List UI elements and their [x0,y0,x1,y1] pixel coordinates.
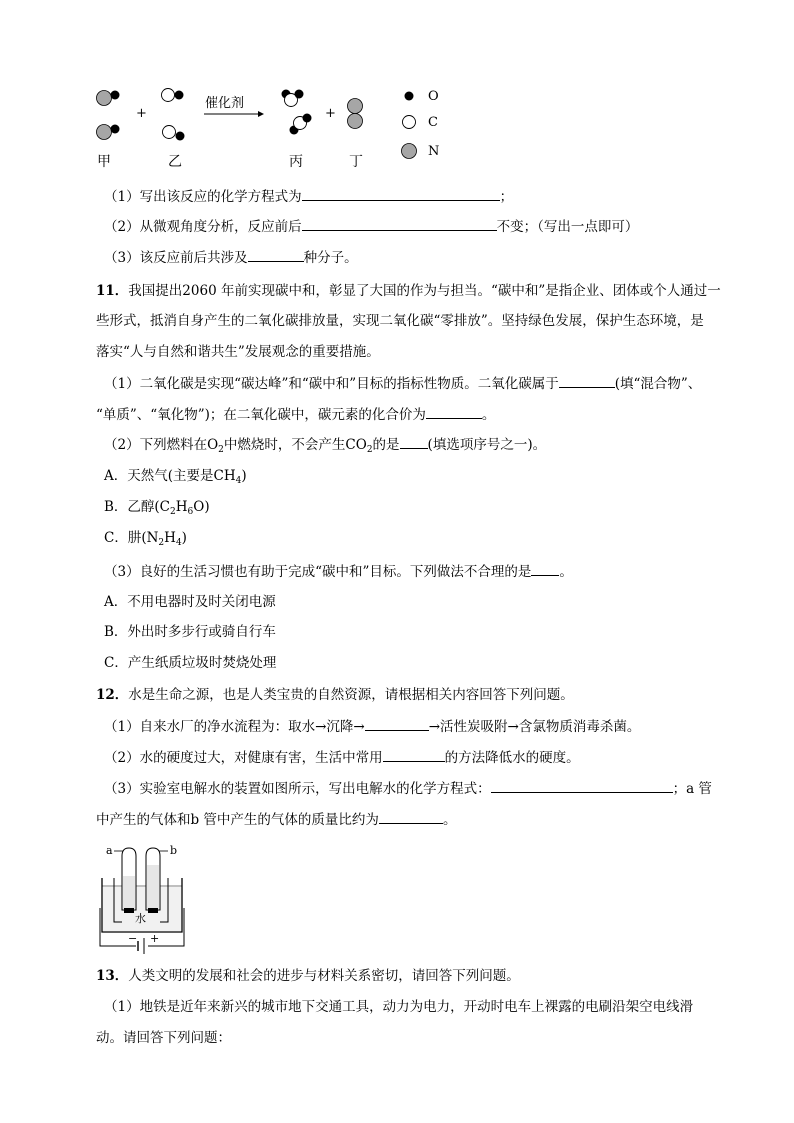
q12-sub1-text-a: （1）自来水厂的净水流程为：取水→沉降→ [104,719,365,735]
q11-stem-line2 [96,311,704,331]
q13-sub1-line2 [96,1028,231,1048]
q10-sub2-tail: 不变；（写出一点即可） [496,219,639,235]
q11-option-b-sub2: 6 [187,507,194,517]
legend-o-label: O [428,89,439,104]
q11-stem-line1 [96,281,721,301]
reactant-jia-molecules [97,91,120,140]
q11-sub3 [104,561,573,582]
q13-sub1-text-a: （1）地铁是近年来新兴的城市地下交通工具，动力为电力，开动时电车上裸露的电刷沿架空电线滑 [104,999,694,1015]
q11-option-a[interactable] [104,466,247,486]
battery-plus: + [150,932,160,945]
q12-stem-text: 水是生命之源，也是人类宝贵的自然资源，请根据相关内容回答下列问题。 [128,687,574,703]
q11-option-a-text: A．天然气(主要是CH [104,468,236,484]
q11-option-b[interactable] [104,497,210,517]
q10-sub1-text: （1）写出该反应的化学方程式为 [104,189,302,205]
q11-stem2: 些形式，抵消自身产生的二氧化碳排放量，实现二氧化碳“零排放”。坚持绿色发展，保护生态环境，是 [96,313,704,329]
q11-option-c-sub1: 2 [158,538,165,548]
q12-sub2-text-a: （2）水的硬度过大，对健康有害，生活中常用 [104,750,383,766]
q11-sub2-text-c: 的是 [372,437,400,453]
q11-sub3-option-a[interactable] [104,592,276,612]
q11-sub2-text-a: （2）下列燃料在O [104,437,219,453]
q11-stem1: 我国提出2060 年前实现碳中和，彰显了大国的作为与担当。“碳中和”是指企业、团体或个人通过一 [128,283,721,299]
q11-option-b-text: B．乙醇(C [104,499,171,515]
q12-sub2-text-b: 的方法降低水的硬度。 [444,750,580,766]
q11-option-c-close: ) [181,530,187,546]
reactant-yi-molecules [162,89,185,141]
plus-sign-1: + [136,106,147,121]
legend-n-atom [402,144,417,159]
label-ding: 丁 [349,154,363,170]
q11-option-b-sub1: 2 [170,507,176,517]
q10-sub1-tail: ； [499,189,514,205]
label-bing: 丙 [289,154,303,170]
q11-option-b-close: O) [193,499,210,515]
q11-sub2-o2-subscript: 2 [218,445,224,455]
q11-option-a-subscript: 4 [235,476,242,486]
q10-sub2 [104,216,638,237]
q13-sub1-line1 [104,997,693,1017]
q11-sub3-tail: 。 [559,564,573,580]
q13-number: 13． [96,968,129,984]
tube-b-water [147,865,159,909]
q13-stem-text: 人类文明的发展和社会的进步与材料关系密切，请回答下列问题。 [128,968,520,984]
q11-sub1-line2 [96,404,495,425]
q12-sub1-text-b: →活性炭吸附→含氯物质消毒杀菌。 [428,719,641,735]
q12-sub2 [104,747,580,768]
q11-sub3-option-b-text: B．外出时多步行或骑自行车 [104,624,276,640]
q11-stem3: 落实“人与自然和谐共生”发展观念的重要措施。 [96,344,380,360]
q12-sub3-text-b: ；a 管 [672,781,712,797]
q11-sub2 [104,434,546,455]
q12-sub3-text-d: 。 [442,812,457,828]
q12-number: 12． [96,687,129,703]
q10-sub1-blank[interactable] [302,186,500,201]
q13-stem [96,966,520,986]
q11-sub3-option-a-text: A．不用电器时及时关闭电源 [104,594,276,610]
q12-sub3-blank1[interactable] [491,778,673,793]
q11-sub2-text-d: (填选项序号之一)。 [427,437,547,453]
tube-a-water [123,876,135,909]
q13-sub1-text-b: 动。请回答下列问题： [96,1030,231,1046]
q11-sub1-line1 [104,373,701,394]
q11-option-a-close: ) [241,468,247,484]
q12-sub3-line1 [104,778,712,799]
q11-number: 11． [96,283,129,299]
q11-sub3-option-b[interactable] [104,622,276,642]
catalyst-label: 催化剂 [205,96,245,111]
legend-c-atom [403,116,416,129]
q10-sub3-text: （3）该反应前后共涉及 [104,250,248,266]
q11-sub3-option-c[interactable] [104,653,276,673]
q10-sub3-tail: 种分子。 [303,250,358,266]
plus-sign-2: + [325,106,336,121]
battery-minus: − [128,932,138,945]
electrolysis-apparatus-diagram [96,838,206,956]
q12-sub3-text-a: （3）实验室电解水的装置如图所示，写出电解水的化学方程式： [104,781,491,797]
q11-sub3-option-c-text: C．产生纸质垃圾时焚烧处理 [104,655,277,671]
q11-option-c[interactable] [104,528,187,548]
label-jia: 甲 [97,154,111,170]
q12-sub3-blank2[interactable] [379,809,443,824]
q12-sub3-text-c: 中产生的气体和b 管中产生的气体的质量比约为 [96,812,379,828]
q11-option-b-h: H [175,499,188,515]
q11-sub1-text-d: 。 [481,407,496,423]
q11-sub2-co2-subscript: 2 [366,445,373,455]
reaction-arrow-head [258,111,264,117]
q11-option-c-text: C．肼(N [104,530,159,546]
q11-sub2-blank[interactable] [400,434,428,449]
q10-sub2-text: （2）从微观角度分析，反应前后 [104,219,302,235]
q12-sub2-blank[interactable] [383,747,445,762]
q11-sub1-text-c: “单质”、“氧化物”)；在二氧化碳中，碳元素的化合价为 [96,407,426,423]
q12-stem [96,685,574,705]
atom-legend [402,89,440,159]
q11-sub1-text-b: (填“混合物”、 [614,376,702,392]
legend-o-atom [405,92,414,101]
q10-sub1 [104,186,513,207]
q11-option-c-sub2: 4 [175,538,182,548]
q10-sub3-blank[interactable] [248,247,304,262]
q11-sub3-text: （3）良好的生活习惯也有助于完成“碳中和”目标。下列做法不合理的是 [104,564,532,580]
q12-sub1-blank[interactable] [365,716,429,731]
product-bing-molecules [282,90,312,135]
electrode-a [124,908,134,913]
legend-n-label: N [428,144,440,159]
q11-sub3-blank[interactable] [531,561,559,576]
q11-sub2-text-b: 中燃烧时，不会产生CO [223,437,367,453]
q12-sub3-line2 [96,809,456,830]
q10-sub3 [104,247,358,268]
tube-b-label: b [170,844,178,857]
q11-option-c-h: H [164,530,176,546]
tube-a-label: a [106,844,113,857]
q11-sub1-text-a: （1）二氧化碳是实现“碳达峰”和“碳中和”目标的指标性物质。二氧化碳属于 [104,376,559,392]
q12-sub1 [104,716,640,737]
q11-sub1-blank1[interactable] [559,373,615,388]
q10-sub2-blank[interactable] [302,216,497,231]
electrode-b [148,908,158,913]
product-ding-molecule [348,99,363,129]
water-label: 水 [135,912,146,925]
q11-stem-line3 [96,342,380,362]
label-yi: 乙 [168,154,182,170]
q11-sub1-blank2[interactable] [426,404,482,419]
legend-c-label: C [428,115,438,130]
